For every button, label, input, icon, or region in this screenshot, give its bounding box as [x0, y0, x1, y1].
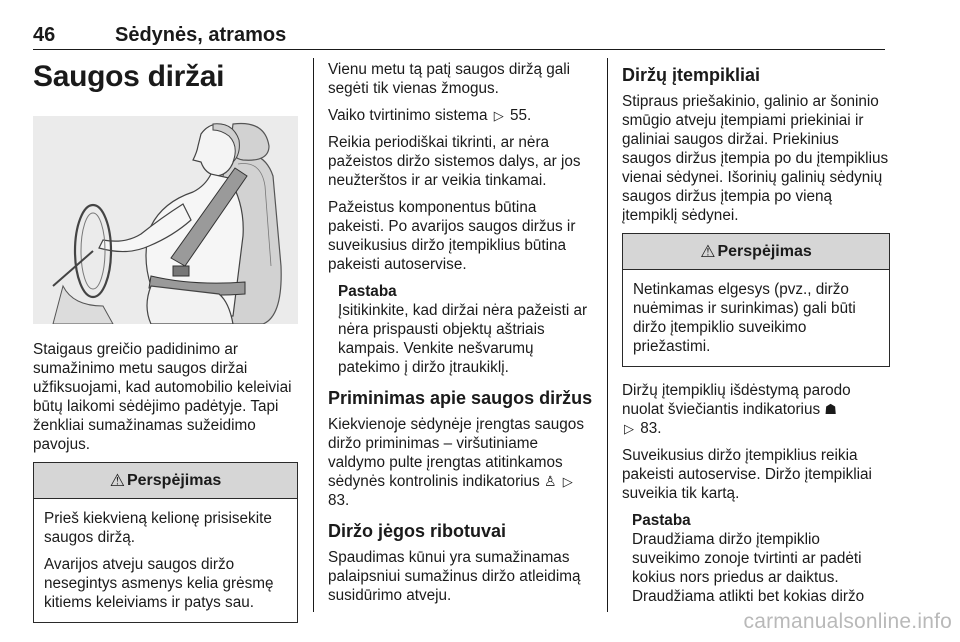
warning-triangle-icon: ⚠ — [109, 470, 125, 490]
warning-text: Prieš kiekvieną kelionę prisisekite saugos diržą. — [44, 510, 272, 546]
paragraph-text: Diržų įtempiklių išdėstymą parodo nuolat šviečiantis indikatorius — [622, 382, 851, 418]
warning-title: Perspėjimas — [126, 471, 222, 489]
paragraph-text: Kiekvienoje sėdynėje įrengtas saugos diržo priminimas – viršutiniame valdymo pulte įrengtas atitinkamos sėdynės kontrolinis indikatorius — [328, 416, 584, 490]
section-heading: Diržų įtempikliai — [622, 65, 761, 85]
paragraph — [622, 381, 890, 438]
warning-body — [34, 499, 297, 622]
note-text: Draudžiama diržo įtempiklio suveikimo zonoje tvirtinti ar padėti kokius nors priedus ar daiktus. Draudžiama atlikti bet kokias diržo — [632, 531, 865, 605]
warning-triangle-icon: ⚠ — [700, 241, 716, 261]
page-number: 46 — [33, 24, 56, 46]
paragraph — [328, 106, 593, 125]
warning-text: Avarijos atveju saugos diržo nesegintys asmenys kelia grėsmę kitiems keleiviams ir patys sau. — [44, 556, 274, 611]
warning-title: Perspėjimas — [717, 242, 812, 260]
note-title: Pastaba — [338, 283, 397, 300]
watermark: carmanualsonline.info — [743, 610, 952, 633]
warning-header — [623, 234, 889, 270]
seatbelt-reminder-icon: ♙ — [543, 473, 557, 489]
column-divider — [607, 58, 608, 612]
note-title: Pastaba — [632, 512, 691, 529]
paragraph: Vienu metu tą patį saugos diržą gali segėti tik vienas žmogus. — [328, 61, 571, 97]
paragraph: Reikia periodiškai tikrinti, ar nėra pažeistos diržo sistemos dalys, ar jos neužterštos ir ar veikia tinkamai. — [328, 134, 581, 189]
seatbelt-illustration — [33, 116, 298, 324]
section-heading: Diržo jėgos ribotuvai — [328, 521, 507, 541]
warning-body — [623, 270, 889, 366]
paragraph: Suveikusius diržo įtempiklius reikia pakeisti autoservise. Diržo įtempikliai suveikia tik kartą. — [622, 447, 872, 502]
note-block — [632, 511, 890, 606]
page-reference[interactable]: 55. — [510, 107, 532, 124]
paragraph: Stipraus priešakinio, galinio ar šoninio smūgio atveju įtempiami priekiniai ir galiniai saugos diržai. Priekinius saugos diržus įtempia po du įtempiklius vienai sėdynei. Išorinių galinių sėdynių saugos diržus įtempia po vieną įtempiklį sėdynei. — [622, 93, 889, 224]
page-header — [33, 24, 885, 50]
column-3 — [622, 60, 890, 612]
page-reference[interactable]: 83. — [640, 420, 662, 437]
page-reference[interactable]: 83. — [328, 492, 350, 509]
section-heading: Priminimas apie saugos diržus — [328, 388, 593, 408]
note-block — [338, 282, 593, 377]
warning-box — [622, 233, 890, 367]
airbag-indicator-icon: ☗ — [824, 401, 837, 417]
warning-text: Netinkamas elgesys (pvz., diržo nuėmimas ir surinkimas) gali būti diržo įtempiklio suveikimo priežastimi. — [633, 281, 856, 355]
page-reference-icon: ▷ — [493, 108, 504, 123]
column-divider — [313, 58, 314, 612]
section-title: Sėdynės, atramos — [115, 24, 287, 46]
paragraph: Pažeistus komponentus būtina pakeisti. Po avarijos saugos diržus ir suveikusius diržo įtempiklius būtina pakeisti autoservise. — [328, 199, 576, 273]
column-1 — [33, 60, 298, 623]
seatbelt-illustration-svg — [33, 116, 298, 324]
page-reference-icon: ▷ — [562, 474, 573, 489]
intro-paragraph: Staigaus greičio padidinimo ar sumažinimo metu saugos diržai užfiksuojami, kad automobilio keleiviai būtų laikomi sėdėjimo padėtyje. Tapi ženkliai sumažinamas sužeidimo pavojus. — [33, 341, 292, 453]
warning-box — [33, 462, 298, 623]
paragraph: Spaudimas kūnui yra sumažinamas palaipsniui sumažinus diržo atleidimą susidūrimo atveju. — [328, 549, 581, 604]
warning-header — [34, 463, 297, 499]
page-title: Saugos diržai — [33, 60, 225, 93]
paragraph-text: Vaiko tvirtinimo sistema — [328, 107, 488, 124]
column-2 — [328, 60, 593, 613]
page-reference-icon: ▷ — [624, 421, 634, 436]
paragraph — [328, 415, 593, 510]
note-text: Įsitikinkite, kad diržai nėra pažeisti ar nėra prispausti objektų aštriais kampais. Venkite nešvarumų patekimo į diržo įtraukiklį. — [338, 302, 588, 376]
